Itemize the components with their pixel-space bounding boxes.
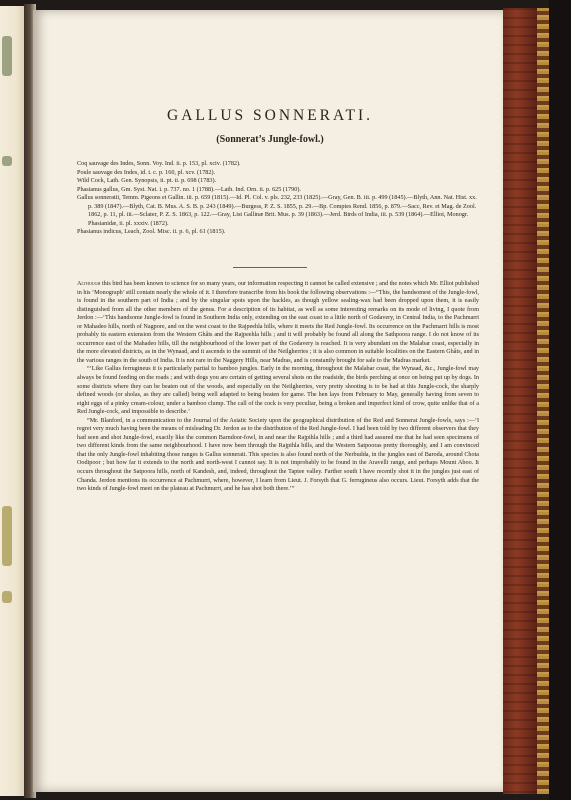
- page-title: GALLUS SONNERATI.: [167, 107, 373, 124]
- synonymy-entry: Gallus sonneratii, Temm. Pigeons et Gallin. iii. p. 659 (1815).—Id. Pl. Col. v. pls. 232, 233 (1825).—Gray, Gen. B. iii. p. 499 (1845).—Blyth, Ann. Nat. Hist. xx. p. 389 (1847).—Blyth, Cat. B. Mus. A. S. B. p. 243 (1849).—Burgess, P. Z. S. 1855, p. 29.—Bp. Comptes Rend. 1856, p. 879.—Sacc, Rev. et Mag. de Zool. 1862, p. 11, pl. iii.—Sclater, P. Z. S. 1863, p. 122.—Gray, List Gallinæ Brit. Mus. p. 39 (1863).—Jerd. Birds of India, iii. p. 539 (1864).—Elliot, Monogr. Phasianidæ, ii. pl. xxxiv. (1872).: [77, 194, 477, 227]
- page-subtitle: (Sonnerat’s Jungle-fowl.): [216, 134, 324, 145]
- drop-lead-word: Although: [77, 281, 101, 287]
- facing-plate-fragment: [2, 506, 12, 566]
- synonymy-entry: Poule sauvage des Indes, id. t. c. p. 160, pl. xcv. (1782).: [77, 168, 216, 176]
- book-spine-edge: [537, 8, 549, 794]
- facing-plate-fragment: [2, 36, 12, 76]
- synonymy-entry: Wild Cock, Lath. Gen. Synopsis, ii. pt. ii. p. 698 (1783).: [77, 177, 217, 184]
- facing-page-edge: [0, 6, 26, 796]
- book-cover-marbled: [503, 8, 537, 794]
- section-divider: [233, 267, 307, 268]
- synonymy-entry: Phasianus gallus, Gm. Syst. Nat. i. p. 737. no. 1 (1788).—Lath. Ind. Orn. ii. p. 625 (1790).: [77, 185, 301, 193]
- synonymy-entry: Phasianus indicus, Leach, Zool. Misc. ii. p. 6, pl. 61 (1815).: [77, 228, 226, 235]
- facing-plate-fragment: [2, 591, 12, 603]
- synonymy-entry: Coq sauvage des Indes, Sonn. Voy. Ind. ii. p. 153, pl. xciv. (1782).: [77, 160, 241, 167]
- body-paragraph: [77, 280, 479, 365]
- scan-backdrop: [549, 0, 571, 800]
- body-paragraph: “‘Like Gallus ferrugineus it is particularly partial to bamboo jungles. Early in the morning, throughout the Malabar coast, the Wynaad, &c., Jungle-fowl may always be found feeding on the roads ; and with dogs you are certain of getting several shots on the roadside, the birds perching at once on being put up by dogs. In some districts where they can be beaten out of the woods, and especially on the Neilgherries, very pretty shooting is to be had at this Jungle-cock, the sharply defined woods (or sholas, as they are called) being well adapted to being beaten for game. The hen lays from February to May, generally having from seven to eight eggs of a pinky cream-colour, under a bamboo clump. The call of the cock is very peculiar, being a broken and imperfect kind of crow, quite unlike that of a Red Jungle-cock, and impossible to describe.’: [77, 366, 479, 416]
- facing-plate-fragment: [2, 156, 12, 166]
- synonymy-list: [77, 160, 477, 237]
- body-text: [77, 280, 479, 494]
- paragraph-text: this bird has been known to science for so many years, our information respecting it cannot be called extensive ; and the notes which Mr. Elliot published in his ‘Monograph’ still contain nearly the whole of it. I therefore transcribe from his book the following observations :—“This, the handsomest of the Jungle-fowl, is found in the southern part of India ; and by the singular spots upon the hackles, as though yellow sealing-wax had been dropped upon them, it is easily distinguished from all the other members of the genus. For a description of its habitat, as well as some interesting remarks on its mode of living, I quote from Jerdon :—‘This handsome Jungle-fowl is found in Southern India only, extending on the east coast to a little north of Godavery, in Central India, to the Pachmarri or Mahadeo hills, north of Nagpore, and on the west coast to the Rajpeehla hills, where it meets the Red Jungle-fowl. Its occurrence on the Pachmarri hills is most probably its eastern extension from the Western Ghâts and the Rajpeehla hills ; and it will probably be found all along the Sathpoora range. I do not know of its occurrence east of the Mahadeo hills, till the neighbourhood of the lower part of the Godavery is reached. It is very abundant on the Malabar coast, especially in the more elevated districts, as in the Wynaad, and it ascends to the summit of the Neilgherries ; it is also common in suitable localities on the Eastern Ghâts, and in the various ranges in the south of India. It is not rare in the Naggery Hills, near Madras, and is constantly brought for sale to the Madras market.: [77, 281, 479, 364]
- body-paragraph: “Mr. Blanford, in a communication to the Journal of the Asiatic Society upon the geographical distribution of the Red and Sonnerat Jungle-fowls, says :—‘I regret very much having been the means of misleading Dr. Jerdon as to the distribution of the Red Jungle-fowl. I had been told by two different observers that they had seen and shot Jungle-fowl, exactly like the common Barndoor-fowl, in and near the Rajpihla hills ; and a third had assured me that he had seen specimens of two different kinds from the same neighbourhood. I have now been through the Rajpihla hills, and the Western Satpooras pretty thoroughly, and I am convinced that the only Jungle-fowl inhabiting those ranges is Gallus sonnerati. This species is also found north of the Nerbudda, in the jungles east of Baroda, around Chota Oodipoor ; but how far it extends to the north and north-west I cannot say. It is not improbably to be found in the Aravelli range, and perhaps Mount Aboo. It occurs throughout the Satpoora hills, north of Kandesh, and, indeed, throughout the Taptee valley. Farther south I have recently shot it in the jungles just east of Chanda. Jerdon mentions its occurrence at Pachmurri, where, however, I learn from Lieut. J. Forsyth that G. ferrugineus also occurs. Lieut. Forsyth adds that the two kinds of Jungle-fowl meet on the plateau at Pachmurri, and he has shot both there.’”: [77, 417, 479, 493]
